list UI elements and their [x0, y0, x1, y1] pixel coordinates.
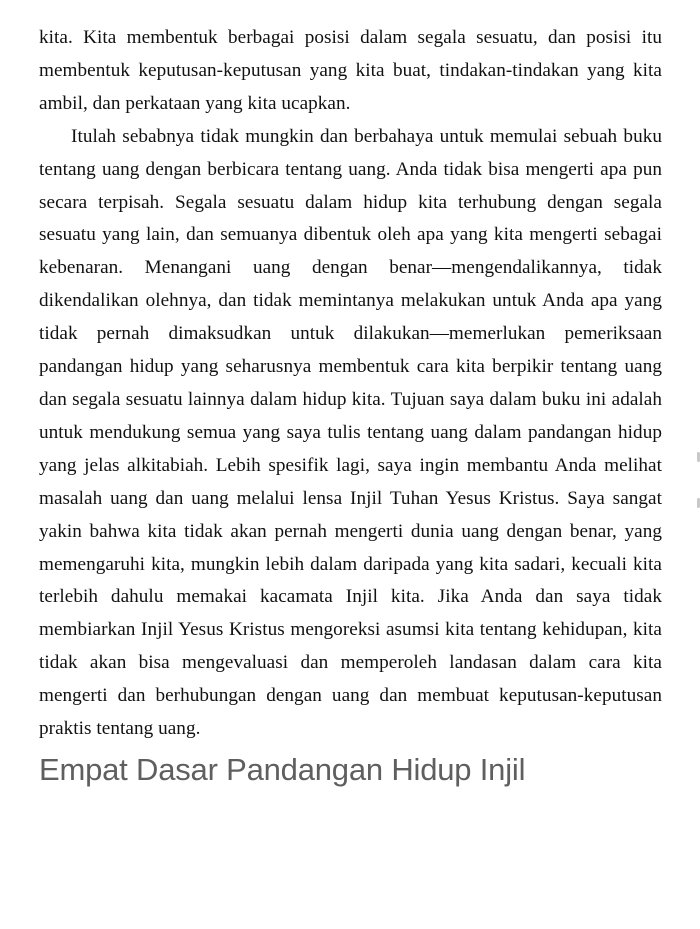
section-heading: Empat Dasar Pandangan Hidup Injil — [39, 751, 526, 787]
document-page — [39, 22, 662, 790]
paragraph-continuation: kita. Kita membentuk berbagai posisi dalam segala sesuatu, dan posisi itu membentuk keputusan-keputusan yang kita buat, tindakan-tindakan yang kita ambil, dan perkataan yang kita ucapkan. — [39, 27, 662, 114]
paragraph-main: Itulah sebabnya tidak mungkin dan berbahaya untuk memulai sebuah buku tentang uang dengan berbicara tentang uang. Anda tidak bisa mengerti apa pun secara terpisah. Segala sesuatu dalam hidup kita terhubung dengan segala sesuatu yang lain, dan semuanya dibentuk oleh apa yang kita mengerti sebagai kebenaran. Menangani uang dengan benar—mengendalikannya, tidak dikendalikan olehnya, dan tidak memintanya melakukan untuk Anda apa yang tidak pernah dimaksudkan untuk dilakukan—memerlukan pemeriksaan pandangan hidup yang seharusnya membentuk cara kita berpikir tentang uang dan segala sesuatu lainnya dalam hidup kita. Tujuan saya dalam buku ini adalah untuk mendukung semua yang saya tulis tentang uang dalam pandangan hidup yang jelas alkitabiah. Lebih spesifik lagi, saya ingin membantu Anda melihat masalah uang dan uang melalui lensa Injil Tuhan Yesus Kristus. Saya sangat yakin bahwa kita tidak akan pernah mengerti dunia uang dengan benar, yang memengaruhi kita, mungkin lebih dalam daripada yang kita sadari, kecuali kita terlebih dahulu memakai kacamata Injil kita. Jika Anda dan saya tidak membiarkan Injil Yesus Kristus mengoreksi asumsi kita tentang kehidupan, kita tidak akan bisa mengevaluasi dan memperoleh landasan dalam cara kita mengerti dan berhubungan dengan uang dan membuat keputusan-keputusan praktis tentang uang. — [39, 125, 662, 740]
